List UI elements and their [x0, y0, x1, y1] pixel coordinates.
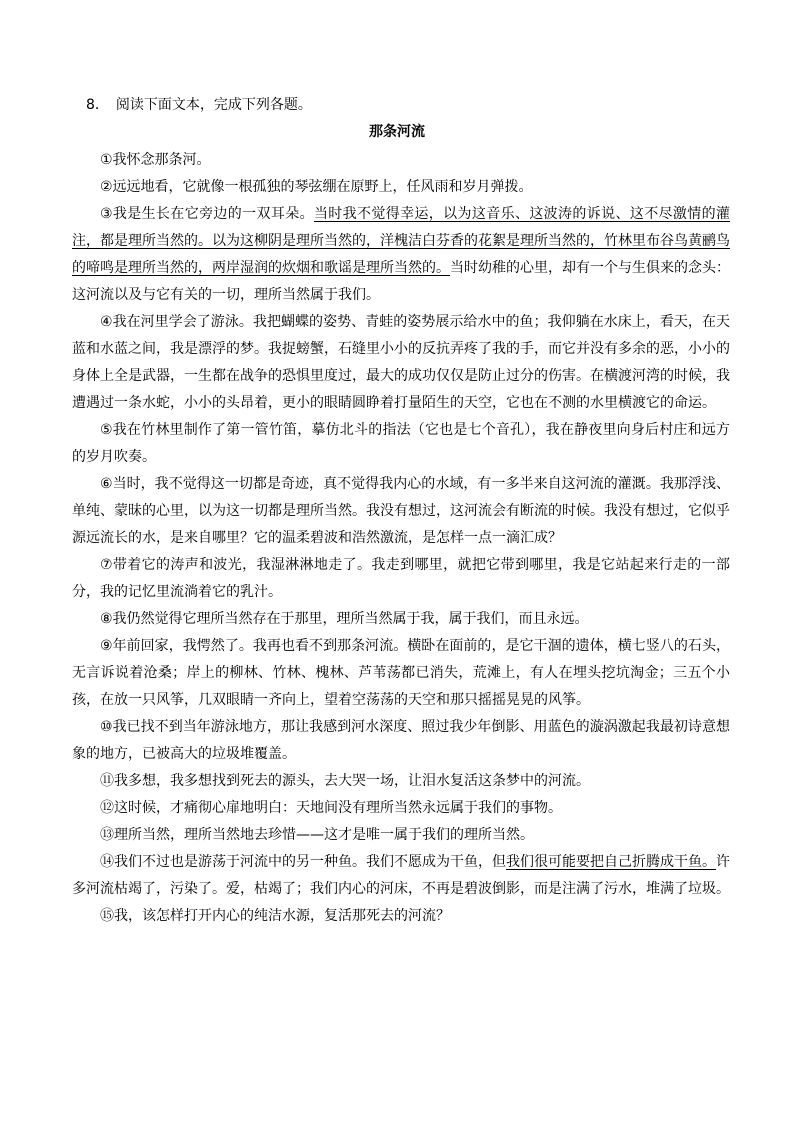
- paragraph-text: ⑮我，该怎样打开内心的纯洁水源，复活那死去的河流？: [100, 908, 450, 924]
- article-body: [72, 147, 730, 930]
- paragraph-7: [72, 552, 730, 606]
- paragraph-10: [72, 714, 730, 768]
- paragraph-text: ⑫这时候，才痛彻心扉地明白：天地间没有理所当然永远属于我们的事物。: [100, 800, 562, 816]
- paragraph-4: [72, 309, 730, 417]
- paragraph-8: [72, 606, 730, 633]
- paragraph-text: ①我怀念那条河。: [100, 152, 211, 168]
- paragraph-text: 许多河流枯竭了，污染了。爱，枯竭了；我们内心的河床，不再是碧波倒影，而是注满了污水，堆满了垃圾。: [72, 854, 730, 897]
- paragraph-text: ⑧我仍然觉得它理所当然存在于那里，理所当然属于我，属于我们，而且永远。: [100, 611, 589, 627]
- paragraph-6: [72, 471, 730, 552]
- underlined-sentence: 当时我不觉得幸运，以为这音乐、这波涛的诉说、这不尽激情的灌注，都是理所当然的。以为这柳阴是理所当然的，洋槐洁白芬香的花絮是理所当然的，竹林里布谷鸟黄鹂鸟的啼鸣是理所当然的，两岸湿润的炊烟和歌谣是理所当然的。: [72, 206, 730, 276]
- paragraph-text: ⑦带着它的涛声和波光，我湿淋淋地走了。我走到哪里，就把它带到哪里，我是它站起来行走的一部分，我的记忆里流淌着它的乳汁。: [72, 557, 730, 600]
- paragraph-text: ⑨年前回家，我愕然了。我再也看不到那条河流。横卧在面前的，是它干涸的遗体，横七竖八的石头，无言诉说着沧桑；岸上的柳林、竹林、槐林、芦苇荡都已消失，荒滩上，有人在埋头挖坑淘金；三五个小孩，在放一只风筝，几双眼睛一齐向上，望着空荡荡的天空和那只摇摇晃晃的风筝。: [72, 638, 730, 708]
- article-title: 那条河流: [369, 124, 425, 140]
- paragraph-3: [72, 201, 730, 309]
- paragraph-text: ⑭我们不过也是游荡于河流中的另一种鱼。我们不愿成为干鱼，但: [100, 854, 506, 870]
- paragraph-12: [72, 795, 730, 822]
- paragraph-text: ③我是生长在它旁边的一双耳朵。: [100, 206, 314, 222]
- paragraph-text: ⑬理所当然，理所当然地去珍惜——这才是唯一属于我们的理所当然。: [100, 827, 534, 843]
- paragraph-text: ⑪我多想，我多想找到死去的源头，去大哭一场，让泪水复活这条梦中的河流。: [100, 773, 590, 789]
- question-prompt: 8． 阅读下面文本，完成下列各题。: [86, 97, 312, 113]
- paragraph-15: [72, 903, 730, 930]
- underlined-sentence: 我们很可能要把自己折腾成干鱼。: [506, 854, 716, 870]
- paragraph-9: [72, 633, 730, 714]
- paragraph-2: [72, 174, 730, 201]
- paragraph-5: [72, 417, 730, 471]
- paragraph-1: [72, 147, 730, 174]
- paragraph-text: ②远远地看，它就像一根孤独的琴弦绷在原野上，任风雨和岁月弹拨。: [100, 179, 533, 195]
- paragraph-text: 当时幼稚的心里，却有一个与生俱来的念头：这河流以及与它有关的一切，理所当然属于我们。: [72, 260, 730, 303]
- paragraph-13: [72, 822, 730, 849]
- paragraph-text: ⑥当时，我不觉得这一切都是奇迹，真不觉得我内心的水域，有一多半来自这河流的灌溉。我那浮浅、单纯、蒙昧的心里，以为这一切都是理所当然。我没有想过，这河流会有断流的时候。我没有想过，它似乎源远流长的水，是来自哪里？它的温柔碧波和浩然激流，是怎样一点一滴汇成？: [72, 476, 730, 546]
- paragraph-text: ④我在河里学会了游泳。我把蝴蝶的姿势、青蛙的姿势展示给水中的鱼；我仰躺在水床上，看天，在天蓝和水蓝之间，我是漂浮的梦。我捉螃蟹，石缝里小小的反抗弄疼了我的手，而它并没有多余的恶，小小的身体上全是武器，一生都在战争的恐惧里度过，最大的成功仅仅是防止过分的伤害。在横渡河湾的时候，我遭遇过一条水蛇，小小的头昂着，更小的眼睛圆睁着打量陌生的天空，它也在不测的水里横渡它的命运。: [72, 314, 730, 411]
- paragraph-14: [72, 849, 730, 903]
- paragraph-text: ⑤我在竹林里制作了第一管竹笛，摹仿北斗的指法（它也是七个音孔），我在静夜里向身后村庄和远方的岁月吹奏。: [72, 422, 730, 465]
- paragraph-11: [72, 768, 730, 795]
- paragraph-text: ⑩我已找不到当年游泳地方，那让我感到河水深度、照过我少年倒影、用蓝色的漩涡激起我最初诗意想象的地方，已被高大的垃圾堆覆盖。: [72, 719, 730, 762]
